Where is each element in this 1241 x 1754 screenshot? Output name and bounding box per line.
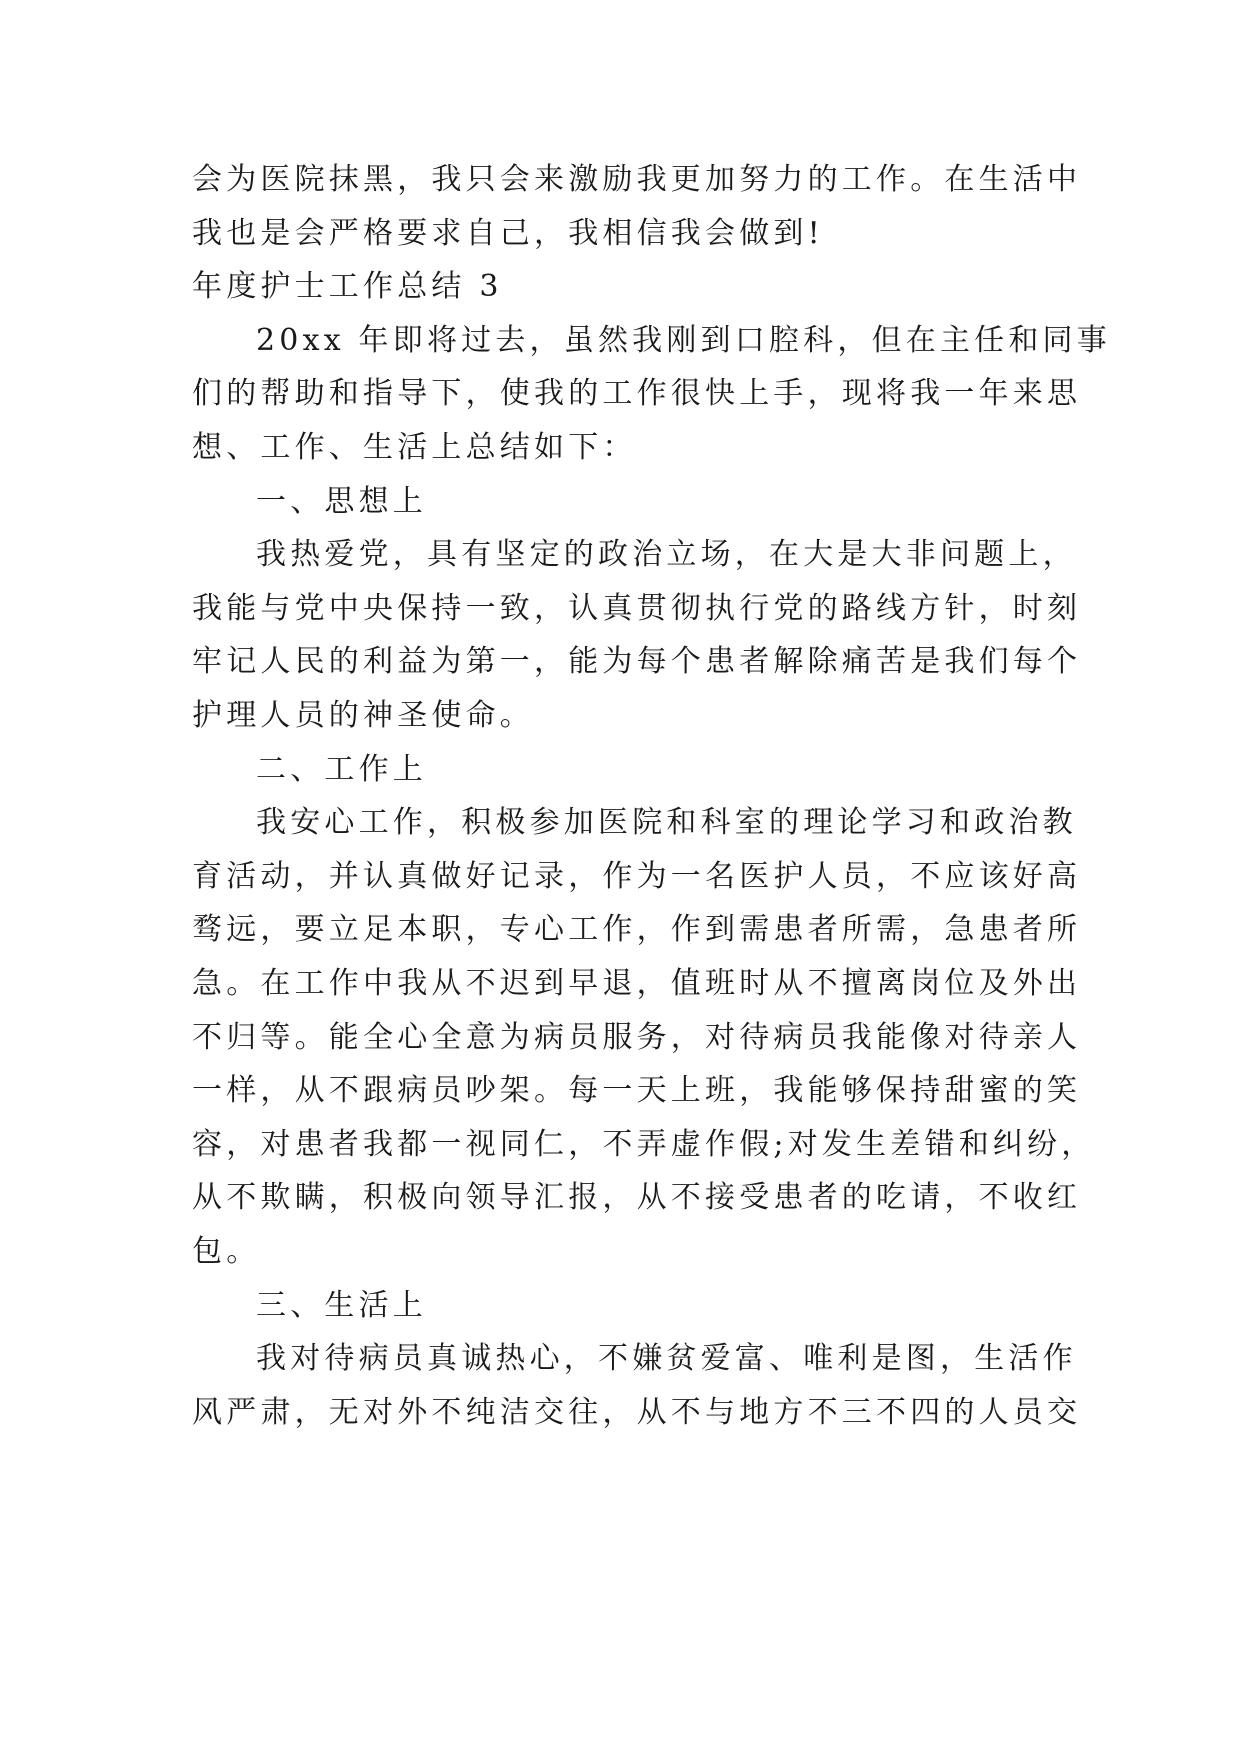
text-line: 牢记人民的利益为第一，能为每个患者解除痛苦是我们每个 [192, 644, 1082, 679]
text-line: 骛远，要立足本职，专心工作，作到需患者所需，急患者所 [192, 912, 1082, 947]
text-line: 我能与党中央保持一致，认真贯彻执行党的路线方针，时刻 [192, 591, 1082, 626]
text-line: 一、思想上 [256, 484, 427, 519]
text-line: 包。 [192, 1234, 261, 1269]
text-line: 护理人员的神圣使命。 [192, 698, 534, 733]
text-line: 风严肃，无对外不纯洁交往，从不与地方不三不四的人员交 [192, 1395, 1082, 1430]
text-line: 我对待病员真诚热心，不嫌贫爱富、唯利是图，生活作 [256, 1341, 1077, 1376]
text-line: 我安心工作，积极参加医院和科室的理论学习和政治教 [256, 805, 1077, 840]
text-line: 想、工作、生活上总结如下： [192, 430, 637, 465]
text-line: 急。在工作中我从不迟到早退，值班时从不擅离岗位及外出 [192, 966, 1082, 1001]
text-line: 育活动，并认真做好记录，作为一名医护人员，不应该好高 [192, 859, 1082, 894]
text-line: 容，对患者我都一视同仁，不弄虚作假;对发生差错和纠纷， [192, 1127, 1096, 1162]
text-line: 我热爱党，具有坚定的政治立场，在大是大非问题上， [256, 537, 1077, 572]
text-line: 二、工作上 [256, 752, 427, 787]
text-line: 三、生活上 [256, 1288, 427, 1323]
text-line: 我也是会严格要求自己，我相信我会做到! [192, 216, 824, 251]
text-line: 从不欺瞒，积极向领导汇报，从不接受患者的吃请，不收红 [192, 1180, 1082, 1215]
text-line: 不归等。能全心全意为病员服务，对待病员我能像对待亲人 [192, 1020, 1082, 1055]
text-line: 年度护士工作总结 3 [192, 269, 503, 304]
text-line: 会为医院抹黑，我只会来激励我更加努力的工作。在生活中 [192, 162, 1082, 197]
text-line: 一样，从不跟病员吵架。每一天上班，我能够保持甜蜜的笑 [192, 1073, 1082, 1108]
text-line: 20xx 年即将过去，虽然我刚到口腔科，但在主任和同事 [256, 323, 1111, 358]
text-line: 们的帮助和指导下，使我的工作很快上手，现将我一年来思 [192, 376, 1082, 411]
